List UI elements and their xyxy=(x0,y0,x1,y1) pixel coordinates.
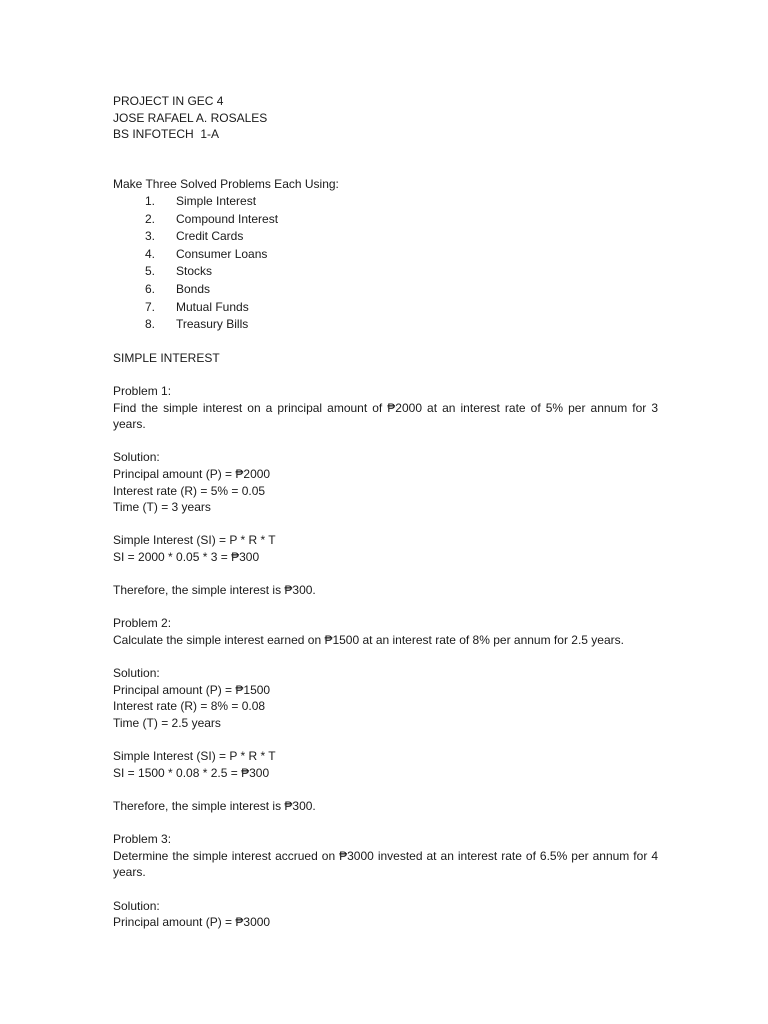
computation-line: SI = 1500 * 0.08 * 2.5 = ₱300 xyxy=(113,765,270,780)
problem-block xyxy=(113,615,658,814)
list-number: 5. xyxy=(144,264,155,279)
section-title: SIMPLE INTEREST xyxy=(113,350,220,365)
instructions-intro: Make Three Solved Problems Each Using: xyxy=(113,176,339,191)
topic-list xyxy=(113,193,658,334)
given-line: Time (T) = 3 years xyxy=(113,500,211,515)
list-item xyxy=(113,228,658,246)
given-line: Principal amount (P) = ₱3000 xyxy=(113,915,271,930)
formula-line: Simple Interest (SI) = P * R * T xyxy=(113,749,276,764)
problem-heading: Problem 1: xyxy=(113,384,172,399)
computation-line: SI = 2000 * 0.05 * 3 = ₱300 xyxy=(113,550,260,565)
list-number: 7. xyxy=(144,299,155,314)
given-line: Time (T) = 2.5 years xyxy=(113,715,221,730)
solution-label: Solution: xyxy=(113,666,160,681)
list-label: Simple Interest xyxy=(176,194,257,209)
author-name: JOSE RAFAEL A. ROSALES xyxy=(113,110,268,125)
formula-line: Simple Interest (SI) = P * R * T xyxy=(113,533,276,548)
list-label: Consumer Loans xyxy=(176,246,268,261)
given-line: Principal amount (P) = ₱2000 xyxy=(113,467,271,482)
document-body xyxy=(113,93,662,931)
list-number: 6. xyxy=(144,282,155,297)
problem-heading: Problem 2: xyxy=(113,616,172,631)
spacer xyxy=(113,599,658,616)
list-item xyxy=(113,316,658,334)
list-label: Bonds xyxy=(176,282,211,297)
solution-label: Solution: xyxy=(113,450,160,465)
given-line: Interest rate (R) = 5% = 0.05 xyxy=(113,483,266,498)
spacer xyxy=(113,732,658,749)
spacer xyxy=(113,333,658,350)
list-number: 4. xyxy=(144,246,155,261)
list-label: Treasury Bills xyxy=(176,317,249,332)
list-label: Credit Cards xyxy=(176,229,244,244)
list-label: Mutual Funds xyxy=(176,299,249,314)
spacer xyxy=(113,881,658,898)
problem-heading: Problem 3: xyxy=(113,832,172,847)
conclusion-line: Therefore, the simple interest is ₱300. xyxy=(113,583,316,598)
spacer xyxy=(113,815,658,832)
given-line: Principal amount (P) = ₱1500 xyxy=(113,682,271,697)
list-number: 2. xyxy=(144,211,155,226)
problem-block xyxy=(113,831,662,931)
list-label: Stocks xyxy=(176,264,213,279)
problem-statement: Calculate the simple interest earned on ₱1500 at an interest rate of 8% per annum for 2.5 years. xyxy=(113,633,624,647)
list-label: Compound Interest xyxy=(176,211,279,226)
spacer xyxy=(113,143,658,176)
list-item xyxy=(113,245,658,263)
list-number: 1. xyxy=(144,194,155,209)
project-title: PROJECT IN GEC 4 xyxy=(113,94,224,108)
list-number: 8. xyxy=(144,317,155,332)
list-item xyxy=(113,298,658,316)
conclusion-line: Therefore, the simple interest is ₱300. xyxy=(113,798,316,813)
list-item xyxy=(113,193,658,211)
problem-statement: Find the simple interest on a principal amount of ₱2000 at an interest rate of 5% per annum for 3 years. xyxy=(113,400,662,432)
list-number: 3. xyxy=(144,229,155,244)
problem-statement: Determine the simple interest accrued on ₱3000 invested at an interest rate of 6.5% per annum for 4 years. xyxy=(113,848,662,880)
list-item xyxy=(113,281,658,299)
course-section: BS INFOTECH 1-A xyxy=(113,127,220,142)
list-item xyxy=(113,263,658,281)
spacer xyxy=(113,433,658,450)
problem-block xyxy=(113,383,662,599)
given-line: Interest rate (R) = 8% = 0.08 xyxy=(113,699,266,714)
list-item xyxy=(113,210,658,228)
spacer xyxy=(113,649,658,666)
spacer xyxy=(113,516,658,533)
spacer xyxy=(113,781,658,798)
spacer xyxy=(113,566,658,583)
solution-label: Solution: xyxy=(113,898,160,913)
spacer xyxy=(113,367,658,384)
